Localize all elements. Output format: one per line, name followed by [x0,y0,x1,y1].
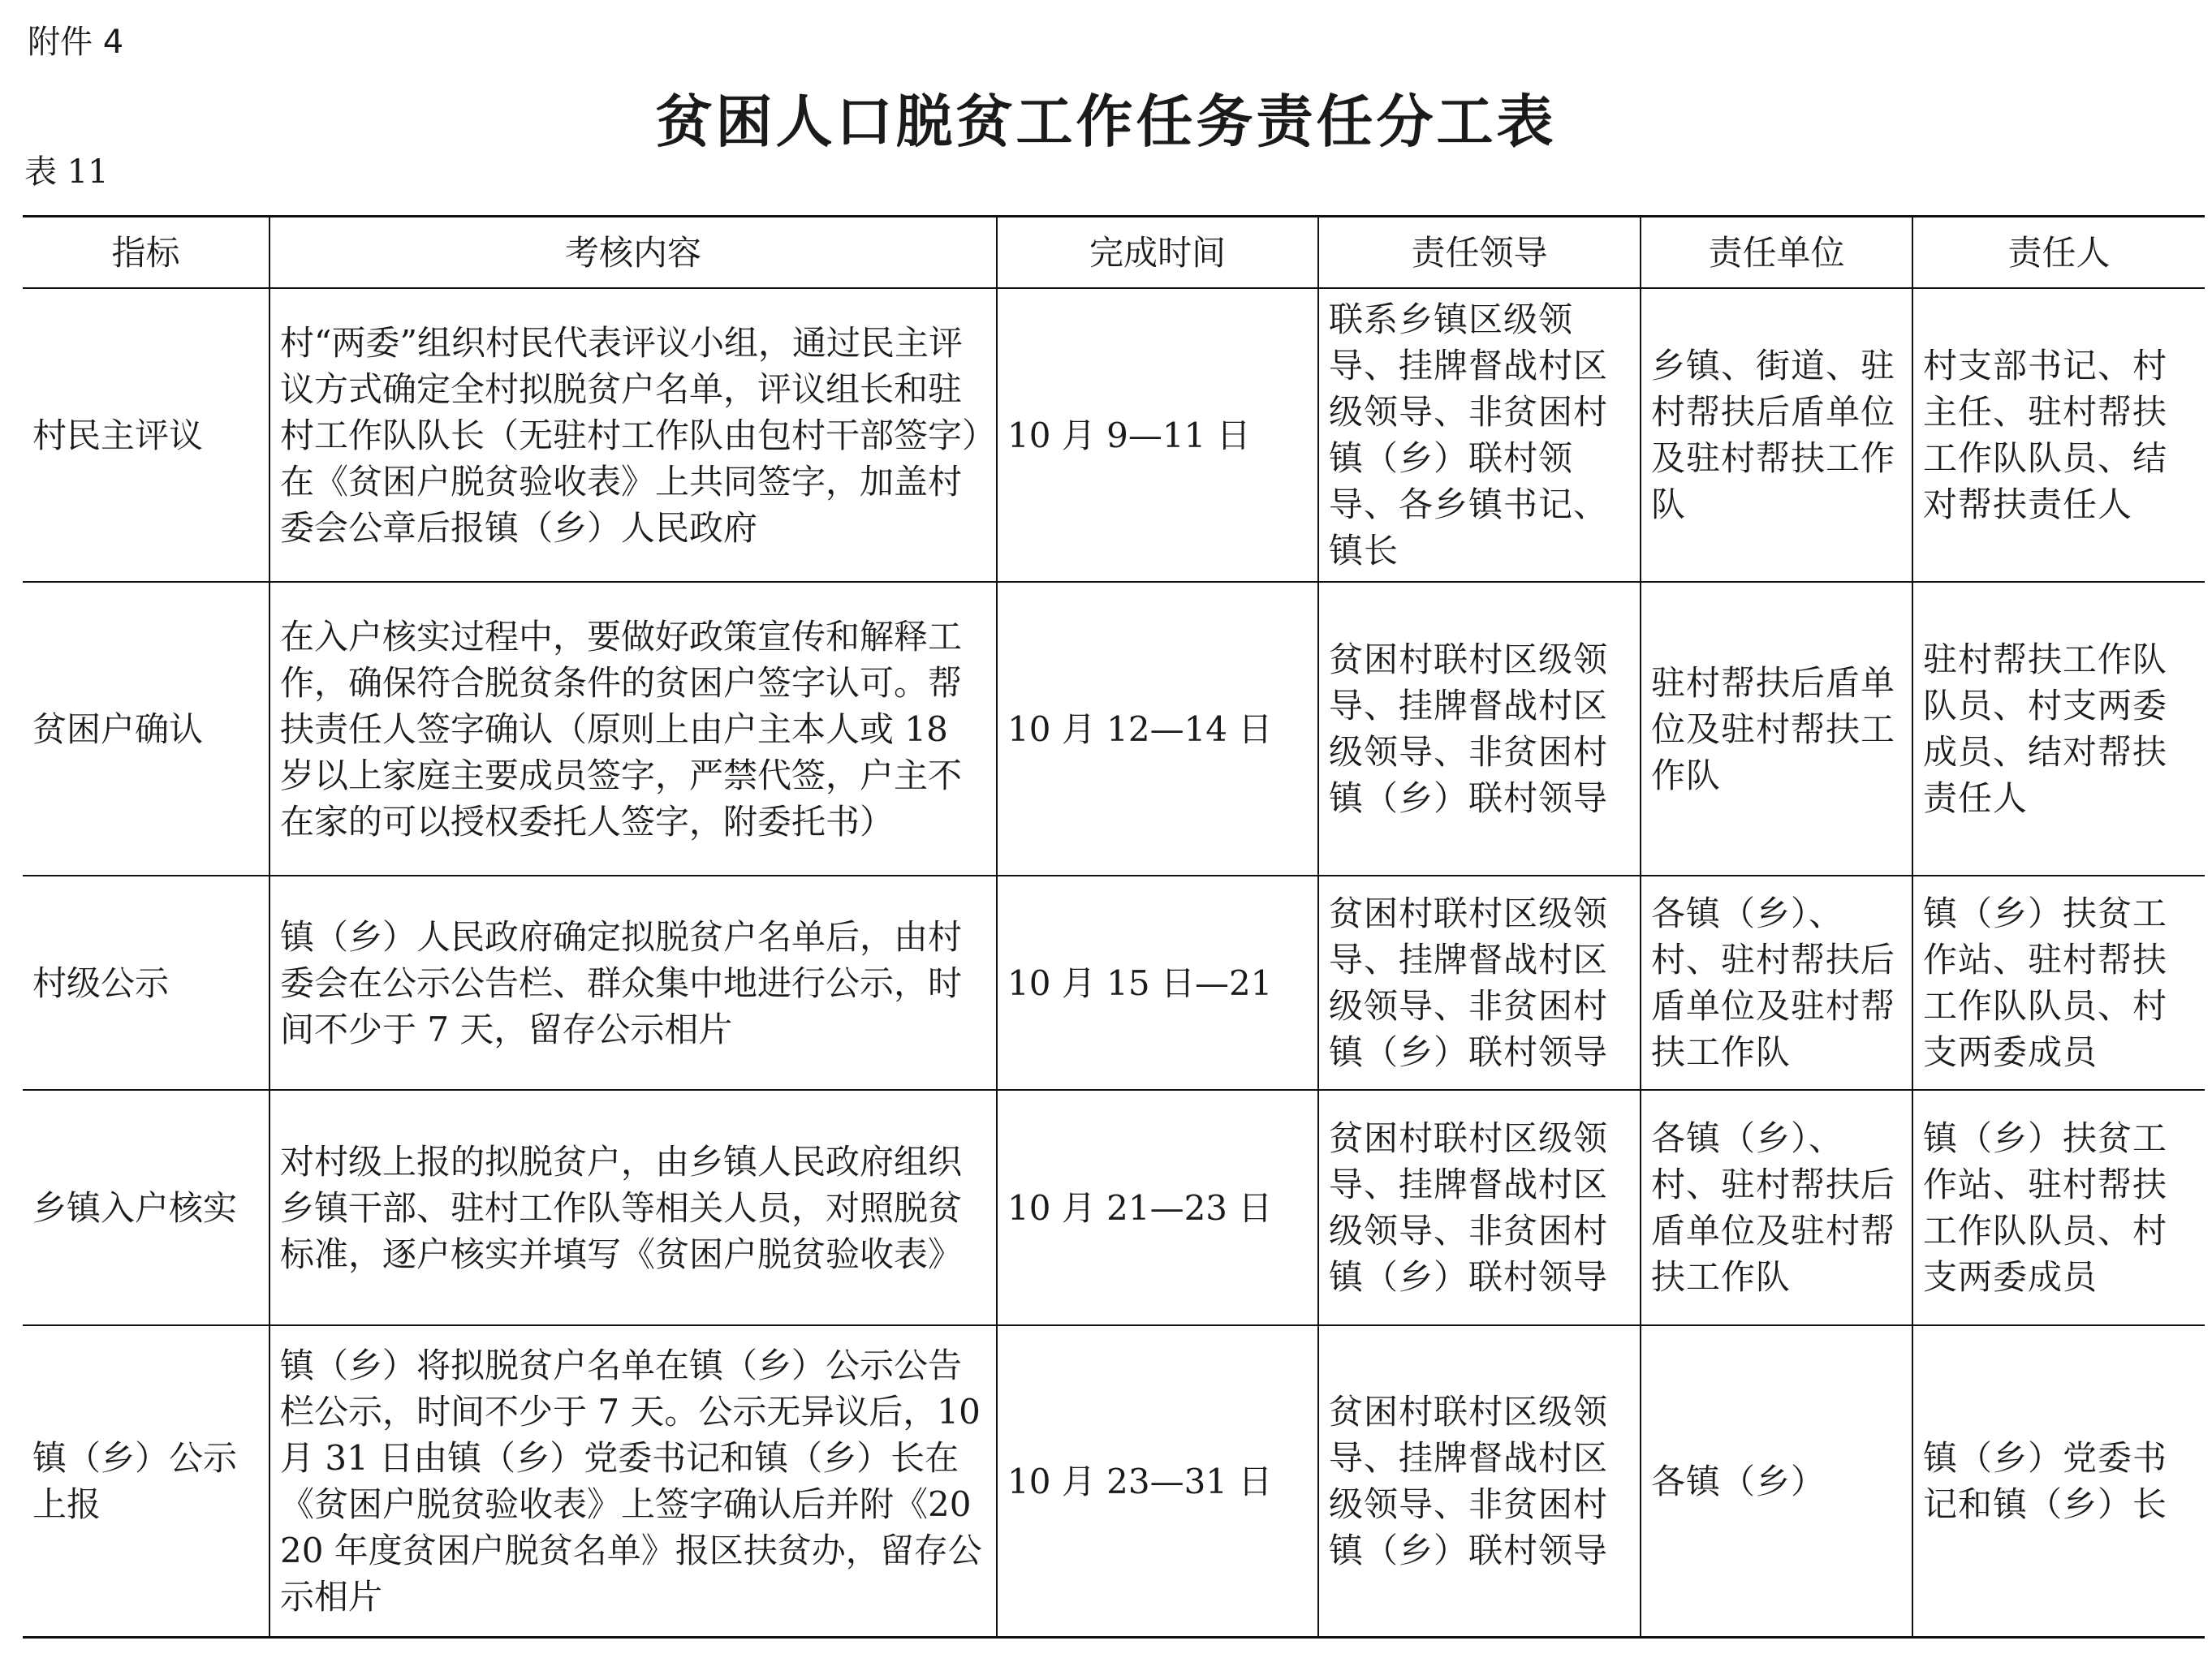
cell-leader: 贫困村联村区级领导、挂牌督战村区级领导、非贫困村镇（乡）联村领导 [1318,1090,1641,1325]
cell-time: 10 月 12—14 日 [997,582,1318,876]
cell-leader: 贫困村联村区级领导、挂牌督战村区级领导、非贫困村镇（乡）联村领导 [1318,1325,1641,1638]
table-header-row [23,217,2205,289]
table-row [23,876,2205,1090]
cell-leader: 贫困村联村区级领导、挂牌督战村区级领导、非贫困村镇（乡）联村领导 [1318,582,1641,876]
cell-person: 镇（乡）党委书记和镇（乡）长 [1912,1325,2205,1638]
cell-unit: 驻村帮扶后盾单位及驻村帮扶工作队 [1641,582,1912,876]
cell-person: 镇（乡）扶贫工作站、驻村帮扶工作队队员、村支两委成员 [1912,1090,2205,1325]
cell-time: 10 月 21—23 日 [997,1090,1318,1325]
cell-time: 10 月 15 日—21 [997,876,1318,1090]
table-row [23,1325,2205,1638]
cell-leader: 联系乡镇区级领导、挂牌督战村区级领导、非贫困村镇（乡）联村领导、各乡镇书记、镇长 [1318,288,1641,582]
cell-indicator: 村级公示 [23,876,269,1090]
cell-person: 驻村帮扶工作队队员、村支两委成员、结对帮扶责任人 [1912,582,2205,876]
cell-unit: 各镇（乡）、村、驻村帮扶后盾单位及驻村帮扶工作队 [1641,876,1912,1090]
cell-person: 村支部书记、村主任、驻村帮扶工作队队员、结对帮扶责任人 [1912,288,2205,582]
cell-indicator: 村民主评议 [23,288,269,582]
header-indicator: 指标 [23,217,269,289]
header-content: 考核内容 [269,217,997,289]
cell-indicator: 乡镇入户核实 [23,1090,269,1325]
table-row [23,1090,2205,1325]
cell-unit: 各镇（乡） [1641,1325,1912,1638]
cell-content: 镇（乡）人民政府确定拟脱贫户名单后，由村委会在公示公告栏、群众集中地进行公示，时间不少于 7 天，留存公示相片 [269,876,997,1090]
table-row [23,582,2205,876]
header-unit: 责任单位 [1641,217,1912,289]
attachment-label: 附件 4 [28,24,124,61]
cell-indicator: 贫困户确认 [23,582,269,876]
cell-leader: 贫困村联村区级领导、挂牌督战村区级领导、非贫困村镇（乡）联村领导 [1318,876,1641,1090]
header-person: 责任人 [1912,217,2205,289]
cell-person: 镇（乡）扶贫工作站、驻村帮扶工作队队员、村支两委成员 [1912,876,2205,1090]
cell-time: 10 月 23—31 日 [997,1325,1318,1638]
cell-unit: 乡镇、街道、驻村帮扶后盾单位及驻村帮扶工作队 [1641,288,1912,582]
cell-content: 镇（乡）将拟脱贫户名单在镇（乡）公示公告栏公示，时间不少于 7 天。公示无异议后，10 月 31 日由镇（乡）党委书记和镇（乡）长在《贫困户脱贫验收表》上签字确认后并附《2020 年度贫困户脱贫名单》报区扶贫办，留存公示相片 [269,1325,997,1638]
table-row [23,288,2205,582]
header-time: 完成时间 [997,217,1318,289]
header-leader: 责任领导 [1318,217,1641,289]
cell-content: 村“两委”组织村民代表评议小组，通过民主评议方式确定全村拟脱贫户名单，评议组长和驻村工作队队长（无驻村工作队由包村干部签字）在《贫困户脱贫验收表》上共同签字，加盖村委会公章后报镇（乡）人民政府 [269,288,997,582]
document-title: 贫困人口脱贫工作任务责任分工表 [655,88,1557,155]
cell-content: 在入户核实过程中，要做好政策宣传和解释工作，确保符合脱贫条件的贫困户签字认可。帮扶责任人签字确认（原则上由户主本人或 18 岁以上家庭主要成员签字，严禁代签，户主不在家的可以授权委托人签字，附委托书） [269,582,997,876]
cell-indicator: 镇（乡）公示上报 [23,1325,269,1638]
task-responsibility-table [23,215,2205,1639]
table-number: 表 11 [24,153,109,191]
cell-unit: 各镇（乡）、村、驻村帮扶后盾单位及驻村帮扶工作队 [1641,1090,1912,1325]
cell-content: 对村级上报的拟脱贫户，由乡镇人民政府组织乡镇干部、驻村工作队等相关人员，对照脱贫标准，逐户核实并填写《贫困户脱贫验收表》 [269,1090,997,1325]
cell-time: 10 月 9—11 日 [997,288,1318,582]
